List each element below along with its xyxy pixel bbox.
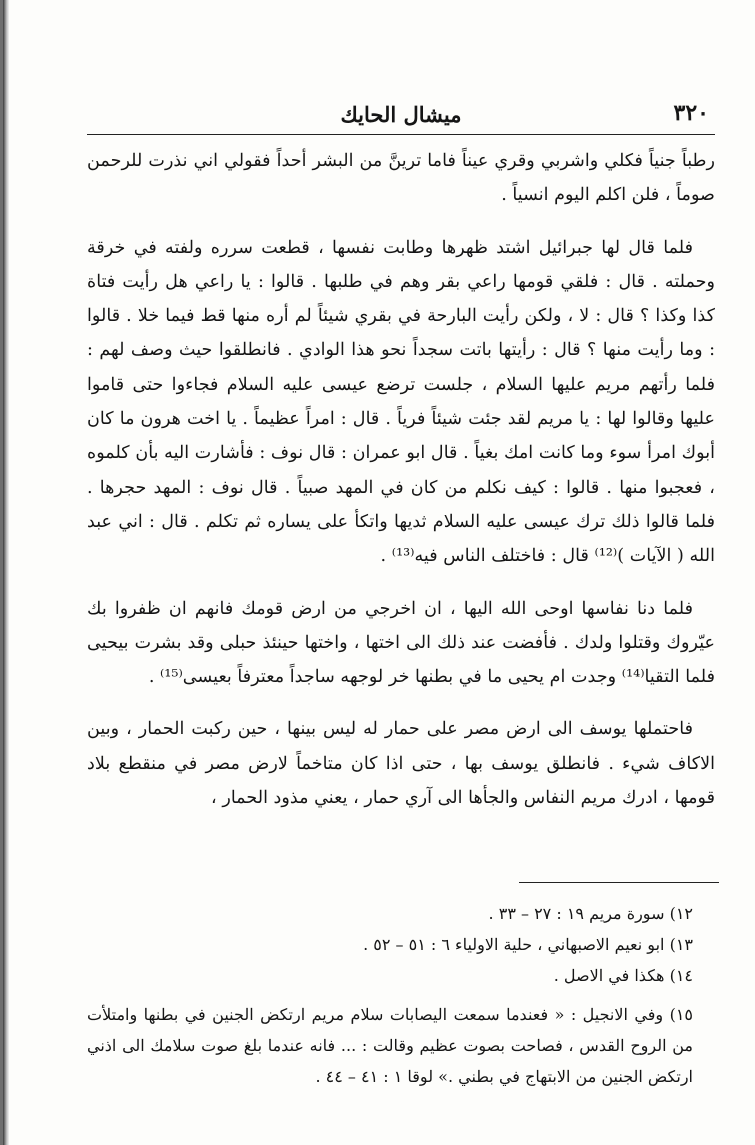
footnote-divider [519, 882, 719, 883]
footnote-number: ١٥) [669, 1005, 693, 1024]
paragraph-text: فاحتملها يوسف الى ارض مصر على حمار له ليس بينها ، حين ركبت الحمار ، وبين الاكاف شيء . فانطلق يوسف بها ، حتى اذا كان متاخماً لارض مصر في منقطع بلاد قومها ، ادرك مريم النفاس والجأها الى آري حمار ، يعني مذود الحمار ، [87, 719, 715, 809]
footnote-text: هكذا في الاصل . [553, 966, 665, 985]
paragraph-3 [87, 592, 715, 695]
running-header [87, 98, 715, 135]
footnote-14 [87, 960, 715, 991]
paragraph-text: فلما دنا نفاسها اوحى الله اليها ، ان اخرجي من ارض قومك فانهم ان ظفروا بك عيّروك وقتلوا ولدك . فأفضت عند ذلك الى اختها ، واختها حينئذ حبلى وقد بشرت بيحيى فلما التقيا⁽¹⁴⁾ وجدت ام يحيى ما في بطنها خر لوجهه ساجداً معترفاً بعيسى⁽¹⁵⁾ . [87, 598, 715, 688]
footnote-number: ١٣) [669, 935, 693, 954]
footnote-12 [87, 898, 715, 929]
running-title: ميشال الحايك [340, 102, 462, 127]
footnote-number: ١٢) [669, 904, 693, 923]
page-number: ٣٢٠ [673, 100, 709, 126]
footnote-text: سورة مريم ١٩ : ٢٧ – ٣٣ . [488, 904, 665, 923]
paragraph-text: فلما قال لها جبرائيل اشتد ظهرها وطابت نفسها ، قطعت سرره ولفته في خرقة وحملته . قال : فلقي قومها راعي بقر وهم في طلبها . قالوا : يا راعي هل رأيت فتاة كذا وكذا ؟ قال : لا ، ولكن رأيت البارحة في بقري شيئاً لم أره منها قط فيما خلا . قالوا : وما رأيت منها ؟ قال : رأيتها باتت سجداً نحو هذا الوادي . فانطلقوا حيث وصف لهم : فلما رأتهم مريم عليها السلام ، جلست ترضع عيسى عليه السلام فجاءوا حتى قاموا عليها وقالوا لها : يا مريم لقد جئت شيئاً فرياً . قال : امراً عظيماً . يا اخت هرون ما كان أبوك امرأ سوء وما كانت امك بغياً . قال ابو عمران : قال نوف : فأشارت اليه بأن كلموه ، فعجبوا منها . قالوا : كيف نكلم من كان في المهد صبياً . قال نوف : المهد حجرها . فلما قالوا ذلك ترك عيسى عليه السلام ثديها واتكأ على يساره ثم تكلم . قال : اني عبد الله ( الآيات )⁽¹²⁾ قال : فاختلف الناس فيه⁽¹³⁾ . [87, 237, 715, 567]
paragraph-2 [87, 231, 715, 574]
footnote-number: ١٤) [669, 966, 693, 985]
book-spine-shadow [3, 0, 9, 1145]
paragraph-text: رطباً جنياً فكلي واشربي وقري عيناً فاما ترينَّ من البشر أحداً فقولي اني نذرت للرحمن صوماً ، فلن اكلم اليوم انسياً . [87, 151, 715, 206]
footnote-15 [87, 999, 715, 1092]
footnote-13 [87, 929, 715, 960]
paragraph-4 [87, 712, 715, 815]
paragraph-1 [87, 144, 715, 213]
footnote-text: وفي الانجيل : « فعندما سمعت اليصابات سلام مريم ارتكض الجنين في بطنها وامتلأت من الروح القدس ، فصاحت بصوت عظيم وقالت : ... فانه عندما بلغ صوت سلامك الى اذني ارتكض الجنين من الابتهاج في بطني .» لوقا ١ : ٤١ – ٤٤ . [87, 1005, 693, 1086]
footnote-text: ابو نعيم الاصبهاني ، حلية الاولياء ٦ : ٥١ – ٥٢ . [363, 935, 665, 954]
footnotes [87, 898, 715, 1092]
main-text [87, 144, 715, 815]
